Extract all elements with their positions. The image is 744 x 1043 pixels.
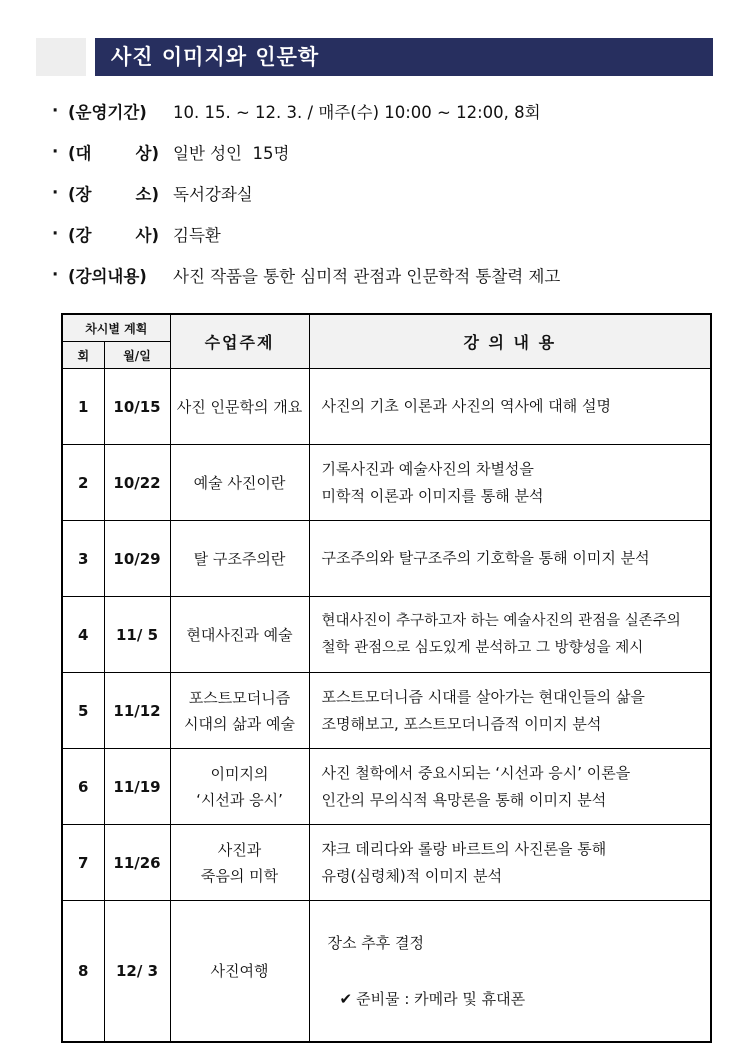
check-icon: ✔ bbox=[339, 990, 353, 1008]
label-close: 소) bbox=[135, 184, 159, 204]
label-close: 사) bbox=[135, 225, 159, 245]
session-topic: 현대사진과 예술 bbox=[170, 597, 309, 673]
session-desc: 쟈크 데리다와 롤랑 바르트의 사진론을 통해 유령(심령체)적 이미지 분석 bbox=[309, 825, 711, 901]
topic-line-1: 이미지의 bbox=[210, 764, 269, 783]
bullet-icon: · bbox=[52, 183, 59, 202]
session-topic: 예술 사진이란 bbox=[170, 445, 309, 521]
title-accent-block bbox=[36, 38, 86, 76]
session-no: 8 bbox=[62, 901, 104, 1043]
session-desc: 기록사진과 예술사진의 차별성을 미학적 이론과 이미지를 통해 분석 bbox=[309, 445, 711, 521]
info-target bbox=[52, 131, 732, 172]
topic-line-2: 죽음의 미학 bbox=[200, 866, 279, 885]
topic-line-2: ‘시선과 응시’ bbox=[196, 790, 283, 809]
session-date: 10/15 bbox=[104, 369, 170, 445]
session-no: 5 bbox=[62, 673, 104, 749]
session-desc: 사진 철학에서 중요시되는 ‘시선과 응시’ 이론을 인간의 무의식적 욕망론을 통해 이미지 분석 bbox=[309, 749, 711, 825]
info-value: 일반 성인 15명 bbox=[173, 143, 290, 163]
table-row bbox=[62, 445, 711, 521]
bullet-icon: · bbox=[52, 224, 59, 243]
label-open: (장 bbox=[68, 184, 92, 204]
info-list bbox=[52, 90, 732, 295]
info-value: 김득환 bbox=[173, 225, 221, 245]
table-row bbox=[62, 901, 711, 1043]
session-no: 2 bbox=[62, 445, 104, 521]
schedule-table bbox=[61, 313, 712, 1043]
header-row-1 bbox=[62, 314, 711, 342]
topic-line-2: 시대의 삶과 예술 bbox=[184, 714, 295, 733]
session-topic bbox=[170, 749, 309, 825]
session-date: 12/ 3 bbox=[104, 901, 170, 1043]
session-no: 4 bbox=[62, 597, 104, 673]
session-topic bbox=[170, 825, 309, 901]
session-date: 10/22 bbox=[104, 445, 170, 521]
session-date: 11/ 5 bbox=[104, 597, 170, 673]
topic-line-1: 사진과 bbox=[217, 840, 262, 859]
session-desc: 사진의 기초 이론과 사진의 역사에 대해 설명 bbox=[309, 369, 711, 445]
header-no: 회 bbox=[62, 342, 104, 369]
info-lecturer bbox=[52, 213, 732, 254]
session-no: 6 bbox=[62, 749, 104, 825]
label-close: 상) bbox=[135, 143, 159, 163]
table-row bbox=[62, 673, 711, 749]
session-no: 7 bbox=[62, 825, 104, 901]
session-desc: 구조주의와 탈구조주의 기호학을 통해 이미지 분석 bbox=[309, 521, 711, 597]
desc-line-1: 장소 추후 결정 bbox=[327, 934, 424, 952]
desc-line-2-text: 준비물 : 카메라 및 휴대폰 bbox=[356, 990, 526, 1008]
header-plan: 차시별 계획 bbox=[62, 314, 170, 342]
topic-line-1: 포스트모더니즘 bbox=[188, 688, 291, 707]
table-row bbox=[62, 521, 711, 597]
bullet-icon: · bbox=[52, 142, 59, 161]
info-place bbox=[52, 172, 732, 213]
session-no: 1 bbox=[62, 369, 104, 445]
table-row bbox=[62, 369, 711, 445]
page-title: 사진 이미지와 인문학 bbox=[95, 38, 713, 76]
title-section bbox=[36, 38, 713, 76]
table-row bbox=[62, 749, 711, 825]
info-value: 10. 15. ~ 12. 3. / 매주(수) 10:00 ~ 12:00, 8회 bbox=[173, 102, 541, 122]
header-topic: 수업주제 bbox=[170, 314, 309, 369]
info-value: 사진 작품을 통한 심미적 관점과 인문학적 통찰력 제고 bbox=[173, 266, 561, 286]
session-desc: 포스트모더니즘 시대를 살아가는 현대인들의 삶을 조명해보고, 포스트모더니즘적 이미지 분석 bbox=[309, 673, 711, 749]
session-topic: 사진여행 bbox=[170, 901, 309, 1043]
session-desc: 현대사진이 추구하고자 하는 예술사진의 관점을 실존주의 철학 관점으로 심도있게 분석하고 그 방향성을 제시 bbox=[309, 597, 711, 673]
session-date: 11/12 bbox=[104, 673, 170, 749]
table-row bbox=[62, 825, 711, 901]
session-date: 11/19 bbox=[104, 749, 170, 825]
desc-line-2 bbox=[328, 985, 711, 1013]
label-open: (대 bbox=[68, 143, 92, 163]
session-topic bbox=[170, 673, 309, 749]
bullet-icon: · bbox=[52, 101, 59, 120]
info-label bbox=[68, 222, 159, 246]
info-label bbox=[68, 181, 159, 205]
table-row bbox=[62, 597, 711, 673]
session-no: 3 bbox=[62, 521, 104, 597]
info-label: (운영기간) bbox=[68, 102, 147, 122]
info-content bbox=[52, 254, 732, 295]
session-desc bbox=[309, 901, 711, 1043]
info-label bbox=[68, 140, 159, 164]
bullet-icon: · bbox=[52, 265, 59, 284]
header-date: 월/일 bbox=[104, 342, 170, 369]
info-period bbox=[52, 90, 732, 131]
info-label: (강의내용) bbox=[68, 266, 147, 286]
session-topic: 사진 인문학의 개요 bbox=[170, 369, 309, 445]
session-date: 11/26 bbox=[104, 825, 170, 901]
session-date: 10/29 bbox=[104, 521, 170, 597]
label-open: (강 bbox=[68, 225, 92, 245]
info-value: 독서강좌실 bbox=[173, 184, 253, 204]
header-desc: 강 의 내 용 bbox=[309, 314, 711, 369]
session-topic: 탈 구조주의란 bbox=[170, 521, 309, 597]
